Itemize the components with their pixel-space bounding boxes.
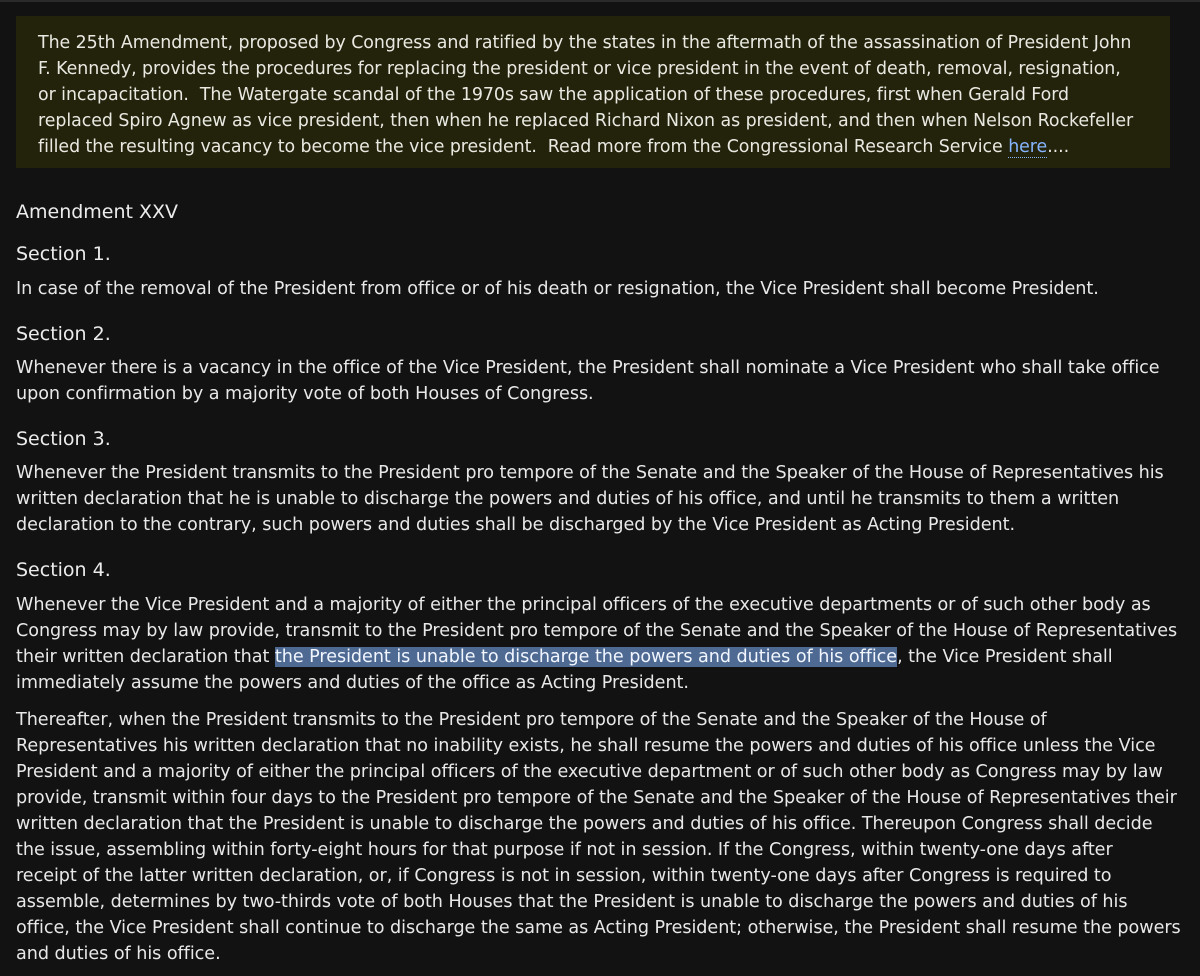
intro-line: filled the resulting vacancy to become the vice president. Read more from the Congressional Research Service <box>38 137 1009 157</box>
text-line: immediately assume the powers and duties of the office as Acting President. <box>16 673 689 693</box>
intro-line: The 25th Amendment, proposed by Congress and ratified by the states in the aftermath of the assassination of President John <box>38 33 1132 53</box>
intro-line: replaced Spiro Agnew as vice president, then when he replaced Richard Nixon as president, and then when Nelson Rockefeller <box>38 111 1134 131</box>
section-4-text <box>16 592 1177 696</box>
text-line: President and a majority of either the principal officers of the executive department or of such other body as Congress may by law <box>16 762 1163 782</box>
text-line: receipt of the latter written declaration, or, if Congress is not in session, within twenty-one days after Congress is required to <box>16 866 1112 886</box>
text-line: Whenever there is a vacancy in the office of the Vice President, the President shall nominate a Vice President who shall take office <box>16 358 1160 378</box>
section-4-paragraph-2 <box>16 707 1181 967</box>
intro-trail: .... <box>1047 137 1070 157</box>
text-line: written declaration that the President is unable to discharge the powers and duties of his office. Thereupon Congress shall decide <box>16 814 1153 834</box>
text-line: the issue, assembling within forty-eight hours for that purpose if not in session. If the Congress, within twenty-one days after <box>16 840 1113 860</box>
selected-text[interactable]: the President is unable to discharge the powers and duties of his office <box>274 647 898 667</box>
section-2-heading: Section 2. <box>16 323 111 345</box>
crs-link[interactable]: here <box>1008 137 1048 157</box>
text-line: Thereafter, when the President transmits to the President pro tempore of the Senate and the Speaker of the House of <box>16 710 1047 730</box>
text-line: Whenever the Vice President and a majority of either the principal officers of the executive departments or of such other body as <box>16 595 1151 615</box>
text-line: office, the Vice President shall continue to discharge the same as Acting President; otherwise, the President shall resume the powers <box>16 918 1181 938</box>
text-line: assemble, determines by two-thirds vote of both Houses that the President is unable to discharge the powers and duties of his <box>16 892 1128 912</box>
intro-line: or incapacitation. The Watergate scandal of the 1970s saw the application of these procedures, first when Gerald Ford <box>38 85 1069 105</box>
intro-line: F. Kennedy, provides the procedures for replacing the president or vice president in the event of death, removal, resignation, <box>38 59 1121 79</box>
text-line: Representatives his written declaration that no inability exists, he shall resume the powers and duties of his office unless the Vice <box>16 736 1156 756</box>
top-border <box>0 0 1200 2</box>
section-1-text <box>16 276 1099 302</box>
text-segment: their written declaration that <box>16 647 275 667</box>
section-1-heading: Section 1. <box>16 243 111 265</box>
amendment-title: Amendment XXV <box>16 201 179 223</box>
section-2-text <box>16 355 1160 407</box>
text-segment: , the Vice President shall <box>897 647 1113 667</box>
text-line: Congress may by law provide, transmit to the President pro tempore of the Senate and the Speaker of the House of Representatives <box>16 621 1178 641</box>
section-4-heading: Section 4. <box>16 559 111 581</box>
text-line: Whenever the President transmits to the President pro tempore of the Senate and the Speaker of the House of Representatives his <box>16 463 1164 483</box>
text-line: provide, transmit within four days to the President pro tempore of the Senate and the Speaker of the House of Representatives their <box>16 788 1177 808</box>
text-line: written declaration that he is unable to discharge the powers and duties of his office, and until he transmits to them a written <box>16 489 1120 509</box>
text-line: In case of the removal of the President from office or of his death or resignation, the Vice President shall become President. <box>16 279 1099 299</box>
text-line: declaration to the contrary, such powers and duties shall be discharged by the Vice President as Acting President. <box>16 515 1016 535</box>
text-line: upon confirmation by a majority vote of both Houses of Congress. <box>16 384 594 404</box>
section-3-text <box>16 460 1164 538</box>
intro-line-last <box>38 134 1148 160</box>
text-line: and duties of his office. <box>16 944 221 964</box>
intro-note <box>16 16 1170 168</box>
text-line-with-selection <box>16 644 1177 670</box>
section-3-heading: Section 3. <box>16 428 111 450</box>
